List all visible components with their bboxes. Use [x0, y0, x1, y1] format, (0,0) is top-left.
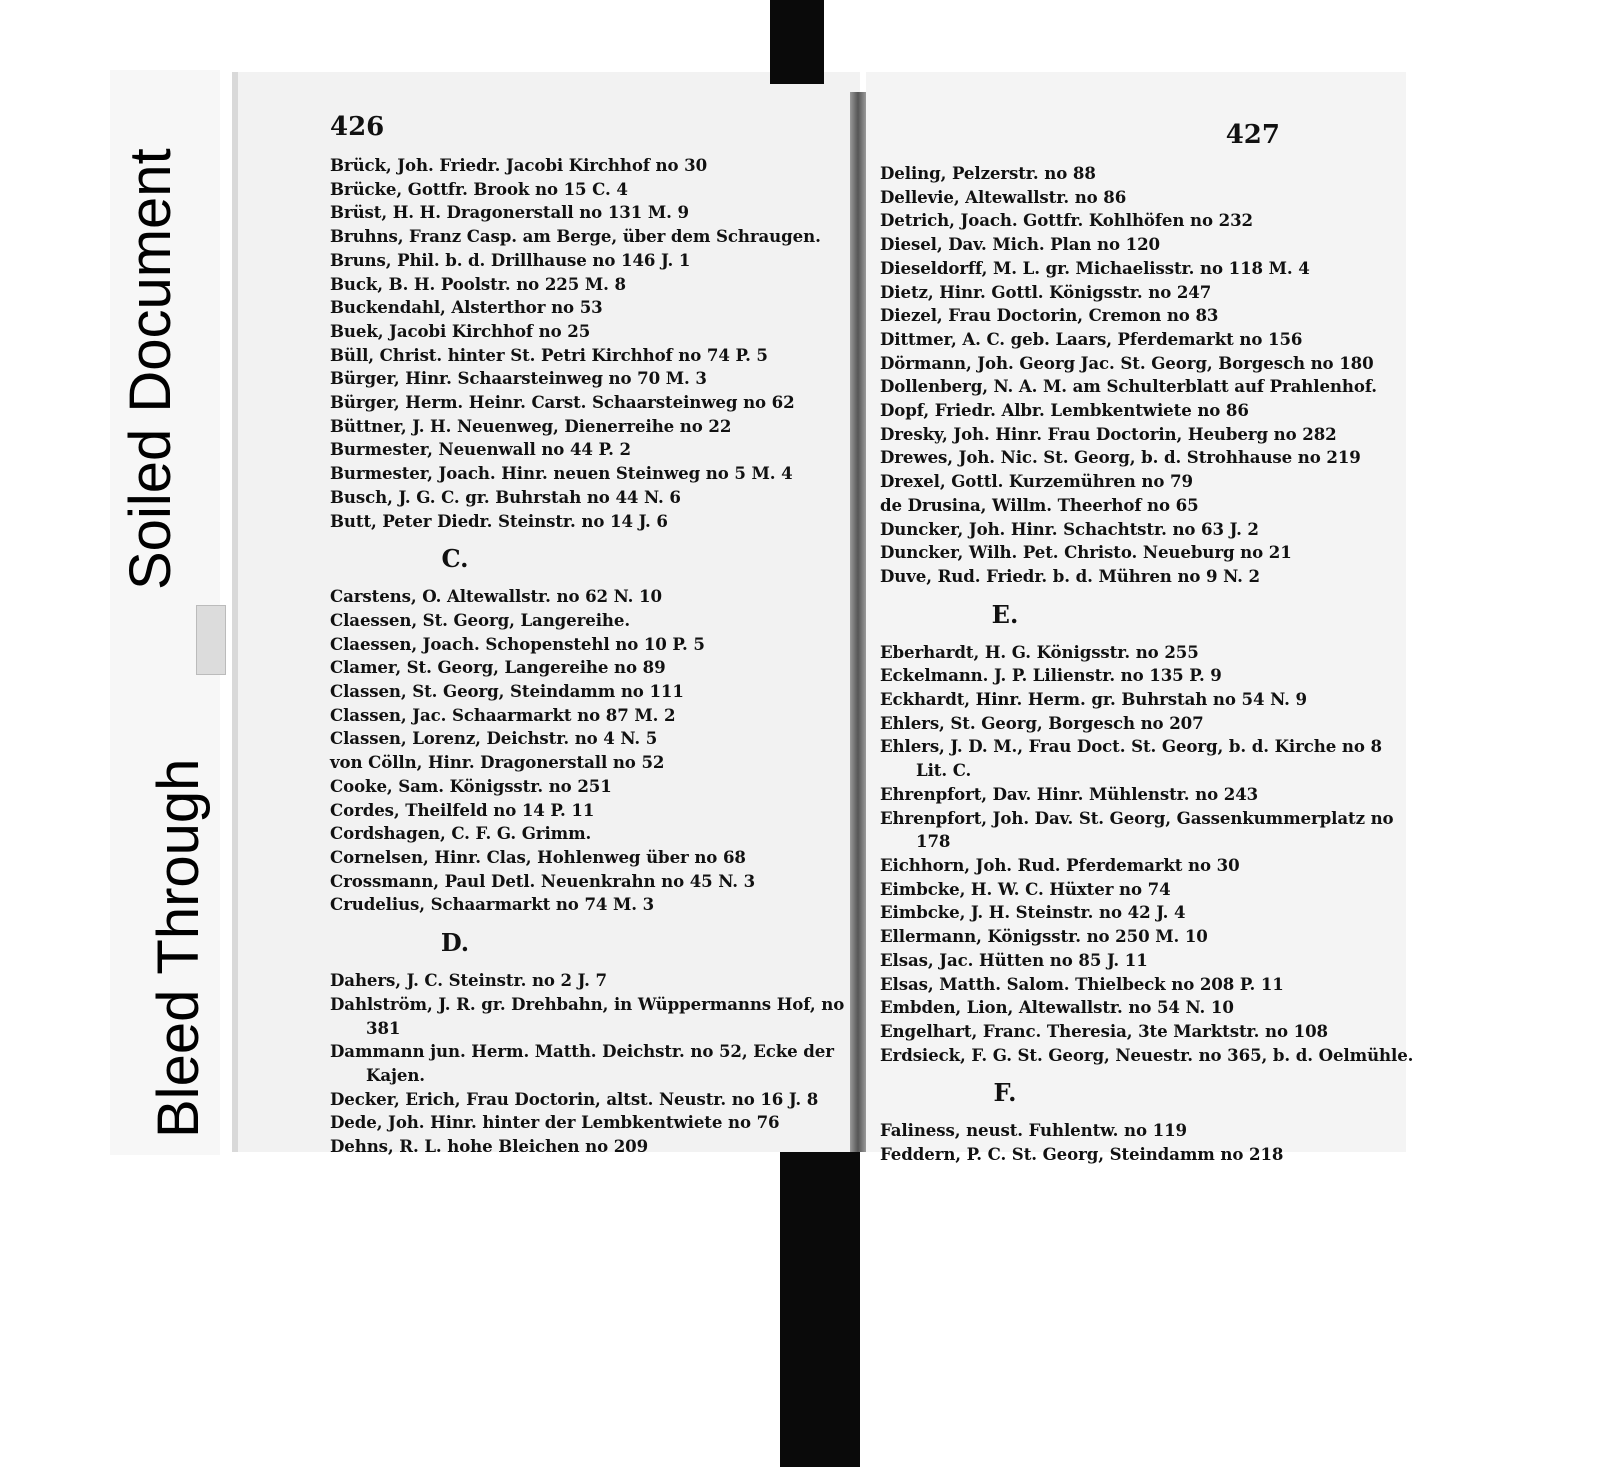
right-page-text: [880, 120, 1414, 1167]
directory-entry: Eimbcke, H. W. C. Hüxter no 74: [880, 878, 1171, 899]
directory-entry: Cornelsen, Hinr. Clas, Hohlenweg über no 68: [330, 846, 746, 867]
directory-entry: Ehlers, J. D. M., Frau Doct. St. Georg, b. d. Kirche no 8 Lit. C.: [880, 736, 1382, 781]
binding-strip-bottom: [780, 1152, 860, 1467]
directory-entry: von Cölln, Hinr. Dragonerstall no 52: [330, 752, 665, 773]
directory-entry: Drewes, Joh. Nic. St. Georg, b. d. Strohhause no 219: [880, 447, 1361, 468]
directory-entry: Dahlström, J. R. gr. Drehbahn, in Wüppermanns Hof, no 381: [330, 993, 845, 1038]
directory-entry: Bruns, Phil. b. d. Drillhause no 146 J. 1: [330, 249, 691, 270]
directory-entry: Carstens, O. Altewallstr. no 62 N. 10: [330, 586, 662, 607]
directory-list: [880, 162, 1414, 1167]
directory-entry: Dammann jun. Herm. Matth. Deichstr. no 52, Ecke der Kajen.: [330, 1041, 834, 1085]
directory-entry: Dörmann, Joh. Georg Jac. St. Georg, Borgesch no 180: [880, 352, 1374, 373]
directory-entry: Faliness, neust. Fuhlentw. no 119: [880, 1120, 1187, 1141]
bleed-through-label: Bleed Through: [146, 758, 211, 1138]
directory-entry: Diezel, Frau Doctorin, Cremon no 83: [880, 305, 1219, 326]
soiled-document-label: Soiled Document: [118, 148, 183, 590]
directory-entry: Deling, Pelzerstr. no 88: [880, 163, 1096, 183]
directory-entry: Classen, Jac. Schaarmarkt no 87 M. 2: [330, 704, 676, 725]
directory-entry: Dietz, Hinr. Gottl. Königsstr. no 247: [880, 281, 1212, 302]
directory-entry: Bruhns, Franz Casp. am Berge, über dem Schraugen.: [330, 226, 821, 247]
directory-entry: Elsas, Matth. Salom. Thielbeck no 208 P. 11: [880, 973, 1284, 994]
directory-entry: Engelhart, Franc. Theresia, 3te Marktstr. no 108: [880, 1020, 1328, 1041]
directory-entry: Dellevie, Altewallstr. no 86: [880, 186, 1127, 207]
directory-entry: Diesel, Dav. Mich. Plan no 120: [880, 234, 1160, 255]
directory-entry: Dresky, Joh. Hinr. Frau Doctorin, Heuberg no 282: [880, 423, 1337, 444]
section-letter: F.: [993, 1078, 1017, 1108]
directory-entry: Elsas, Jac. Hütten no 85 J. 11: [880, 949, 1148, 970]
directory-entry: Brücke, Gottfr. Brook no 15 C. 4: [330, 178, 628, 199]
directory-entry: Cooke, Sam. Königsstr. no 251: [330, 775, 612, 796]
section-letter: C.: [441, 544, 469, 574]
directory-entry: Büttner, J. H. Neuenweg, Dienerreihe no 22: [330, 415, 732, 436]
page-number: 427: [1225, 120, 1280, 150]
directory-entry: Dahers, J. C. Steinstr. no 2 J. 7: [330, 970, 607, 991]
directory-entry: Claessen, Joach. Schopenstehl no 10 P. 5: [330, 633, 705, 654]
directory-entry: Butt, Peter Diedr. Steinstr. no 14 J. 6: [330, 510, 668, 531]
directory-entry: Brück, Joh. Friedr. Jacobi Kirchhof no 30: [330, 155, 708, 175]
page-number: 426: [330, 112, 385, 142]
directory-entry: Drexel, Gottl. Kurzemühren no 79: [880, 471, 1193, 492]
directory-entry: Cordshagen, C. F. G. Grimm.: [330, 823, 592, 844]
stamp-tab-mark: [196, 605, 226, 675]
directory-entry: Buck, B. H. Poolstr. no 225 M. 8: [330, 273, 626, 294]
directory-entry: Ehrenpfort, Dav. Hinr. Mühlenstr. no 243: [880, 783, 1259, 804]
directory-entry: Classen, St. Georg, Steindamm no 111: [330, 681, 684, 702]
directory-entry: Ellermann, Königsstr. no 250 M. 10: [880, 926, 1208, 947]
directory-entry: Claessen, St. Georg, Langereihe.: [330, 609, 631, 630]
directory-entry: Bürger, Herm. Heinr. Carst. Schaarsteinweg no 62: [330, 392, 795, 413]
directory-entry: Embden, Lion, Altewallstr. no 54 N. 10: [880, 997, 1234, 1018]
directory-entry: Burmester, Neuenwall no 44 P. 2: [330, 439, 631, 460]
directory-entry: Cordes, Theilfeld no 14 P. 11: [330, 799, 595, 820]
directory-entry: Dollenberg, N. A. M. am Schulterblatt auf Prahlenhof.: [880, 376, 1377, 397]
directory-entry: Clamer, St. Georg, Langereihe no 89: [330, 657, 666, 678]
binding-strip-top: [770, 0, 824, 84]
directory-entry: Feddern, P. C. St. Georg, Steindamm no 218: [880, 1144, 1284, 1165]
directory-entry: Duve, Rud. Friedr. b. d. Mühren no 9 N. 2: [880, 565, 1260, 586]
directory-entry: Eichhorn, Joh. Rud. Pferdemarkt no 30: [880, 854, 1240, 875]
directory-entry: Burmester, Joach. Hinr. neuen Steinweg no 5 M. 4: [330, 463, 793, 484]
directory-entry: Decker, Erich, Frau Doctorin, altst. Neustr. no 16 J. 8: [330, 1088, 819, 1109]
section-letter: D.: [440, 928, 470, 958]
directory-entry: Erdsieck, F. G. St. Georg, Neuestr. no 365, b. d. Oelmühle.: [880, 1044, 1414, 1065]
directory-entry: Bürger, Hinr. Schaarsteinweg no 70 M. 3: [330, 368, 707, 389]
directory-entry: Classen, Lorenz, Deichstr. no 4 N. 5: [330, 728, 658, 749]
directory-entry: Eberhardt, H. G. Königsstr. no 255: [880, 641, 1199, 662]
directory-list: [330, 154, 850, 1159]
directory-entry: Buckendahl, Alsterthor no 53: [330, 297, 603, 318]
directory-entry: Crudelius, Schaarmarkt no 74 M. 3: [330, 894, 655, 915]
directory-entry: Dede, Joh. Hinr. hinter der Lembkentwiete no 76: [330, 1112, 780, 1133]
directory-entry: Eckelmann. J. P. Lilienstr. no 135 P. 9: [880, 665, 1222, 686]
directory-entry: Busch, J. G. C. gr. Buhrstah no 44 N. 6: [330, 486, 681, 507]
section-letter: E.: [991, 599, 1019, 629]
directory-entry: Crossmann, Paul Detl. Neuenkrahn no 45 N. 3: [330, 870, 756, 891]
directory-entry: Detrich, Joach. Gottfr. Kohlhöfen no 232: [880, 210, 1253, 231]
directory-entry: Buek, Jacobi Kirchhof no 25: [330, 320, 591, 341]
directory-entry: Dopf, Friedr. Albr. Lembkentwiete no 86: [880, 400, 1249, 421]
directory-entry: Duncker, Joh. Hinr. Schachtstr. no 63 J. 2: [880, 518, 1259, 539]
directory-entry: Dehns, R. L. hohe Bleichen no 209: [330, 1136, 649, 1157]
directory-entry: Brüst, H. H. Dragonerstall no 131 M. 9: [330, 202, 689, 223]
directory-entry: Ehlers, St. Georg, Borgesch no 207: [880, 712, 1204, 733]
directory-entry: Eimbcke, J. H. Steinstr. no 42 J. 4: [880, 902, 1186, 923]
directory-entry: Büll, Christ. hinter St. Petri Kirchhof no 74 P. 5: [330, 344, 768, 365]
directory-entry: Ehrenpfort, Joh. Dav. St. Georg, Gassenkummerplatz no 178: [880, 807, 1394, 852]
directory-entry: Dittmer, A. C. geb. Laars, Pferdemarkt no 156: [880, 328, 1303, 349]
directory-entry: Eckhardt, Hinr. Herm. gr. Buhrstah no 54 N. 9: [880, 689, 1307, 710]
directory-entry: Dieseldorff, M. L. gr. Michaelisstr. no 118 M. 4: [880, 257, 1310, 278]
directory-entry: Duncker, Wilh. Pet. Christo. Neueburg no 21: [880, 542, 1292, 563]
left-page-text: [330, 112, 850, 1159]
directory-entry: de Drusina, Willm. Theerhof no 65: [880, 494, 1199, 515]
